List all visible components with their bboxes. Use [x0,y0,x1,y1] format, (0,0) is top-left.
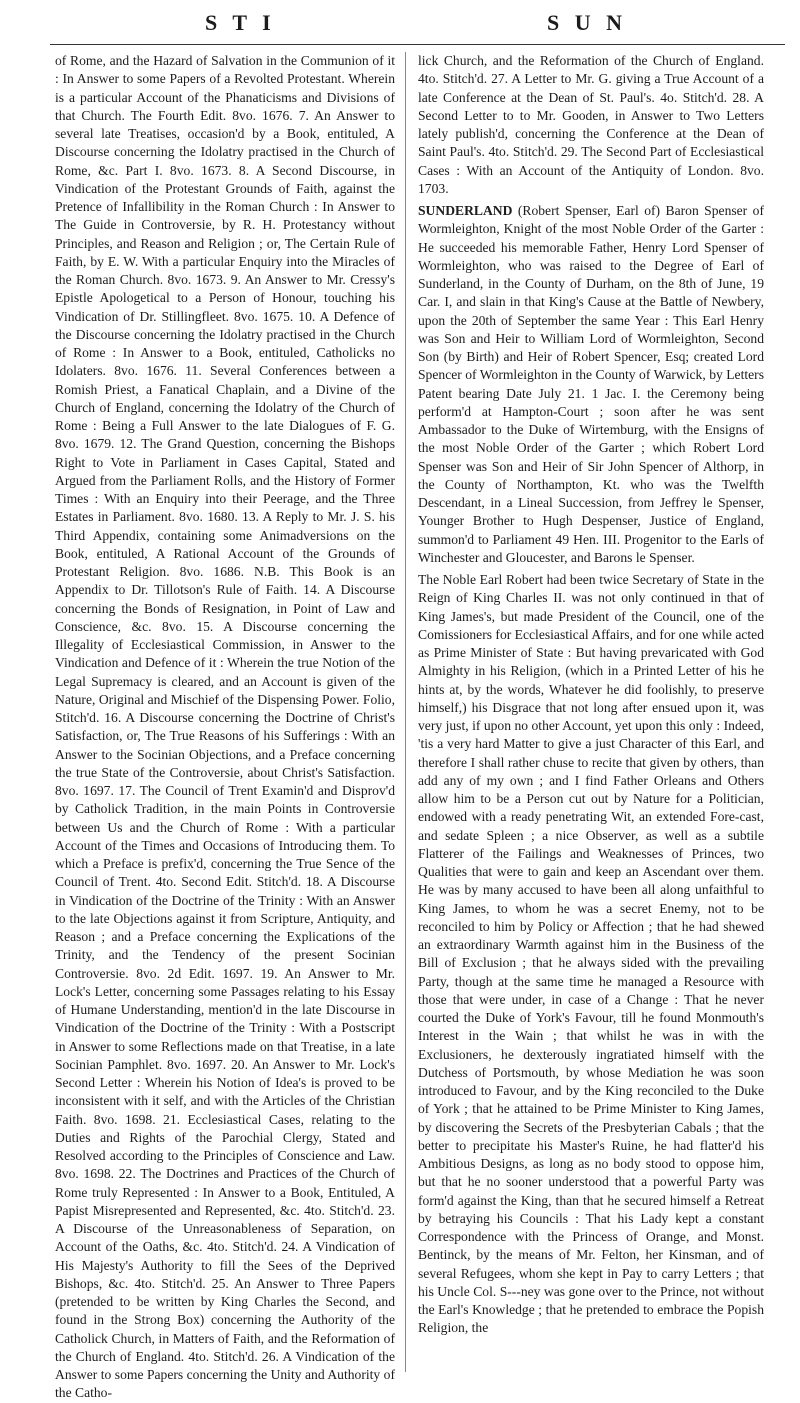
entry-text: Baron Spenser of Wormleighton, Knight of the most Noble Order of the Garter : He succeeded his memorable Father, Henry Lord Spenser of Wormleighton, who was raised to the Degree of Earl of Sunderland, in the County of Durham, on the 8th of June, 19 Car. I, and slain in that King's Cause at the Battle of Newbery, upon the 20th of September the same Year : This Earl Henry was Son and Heir to William Lord of Wormleighton, Second Son (by Birth) and Heir of Robert Spencer, Esq; created Lord Spencer of Wormleighton in the County of Warwick, by Letters Patent bearing Date July 21. 1 Jac. I. the Ceremony being perform'd at Hampton-Court ; soon after he was sent Ambassador to the Duke of Wirtemburg, with the Ensigns of the most Noble Order of the Garter ; which Robert Lord Spenser was Son and Heir of Sir John Spencer of Althorp, in the County of Northampton, Kt. who was the Twelfth Descendant, in a Lineal Succession, from Jeffrey le Spenser, Younger Brother to Hugh Despenser, Justice of England, summon'd to Parliament 49 Hen. III. Progenitor to the Earls of Winchester and Gloucester, and Barons le Spenser. [418,203,764,565]
right-column-entry [418,202,764,567]
right-column-para-1: lick Church, and the Reformation of the Church of England. 4to. Stitch'd. 27. A Letter to Mr. G. giving a True Account of a late Conference at the Dean of St. Paul's. 4o. Stitch'd. 28. A Second Letter to to Mr. Gooden, in Answer to Two Letters lately publish'd, concerning the Conference at the Dean of Saint Paul's. 4to. Stitch'd. 29. The Second Part of Ecclesiastical Cases : With an Account of the Antiquity of London. 8vo. 1703. [418,53,764,196]
running-head [0,6,800,42]
right-column [418,52,764,1338]
left-column [55,52,395,1403]
column-divider [405,52,406,1372]
left-column-text: of Rome, and the Hazard of Salvation in the Communion of it : In Answer to some Papers of a Revolted Protestant. Wherein is a particular Account of the Phanaticisms and Divisions of that Church. The Fourth Edit. 8vo. 1676. 7. An Answer to several late Treatises, occasion'd by a Book, entituled, A Discourse concerning the Idolatry practised in the Church of Rome, &c. Part I. 8vo. 1673. 8. A Second Discourse, in Vindication of the Protestant Grounds of Faith, against the Pretence of Infallibility in the Roman Church : In Answer to The Guide in Controversie, by R. H. Protestancy without Principles, and Reason and Religion ; or, The Certain Rule of Faith, by E. W. With a particular Enquiry into the Miracles of the Roman Church. 8vo. 1673. 9. An Answer to Mr. Cressy's Epistle Apologetical to a Person of Honour, touching his Vindication of Dr. Stillingfleet. 8vo. 1675. 10. A Defence of the Discourse concerning the Idolatry practised in the Church of Rome : In Answer to a Book, entituled, Catholicks no Idolaters. 8vo. 1676. 11. Several Conferences between a Romish Priest, a Fanatical Chaplain, and a Divine of the Church of England, concerning the Idolatry of the Church of Rome : Being a Full Answer to the late Dialogues of F. G. 8vo. 1679. 12. The Grand Question, concerning the Bishops Right to Vote in Parliament in Cases Capital, Stated and Argued from the Parliament Rolls, and the History of Former Times : With an Enquiry into their Peerage, and the Three Estates in Parliament. 8vo. 1680. 13. A Reply to Mr. J. S. his Third Appendix, containing some Animadversions on the Book, entituled, A Rational Account of the Grounds of Protestant Religion. 8vo. 1686. N.B. This Book is an Appendix to Dr. Tillotson's Rule of Faith. 14. A Discourse concerning the Bonds of Resignation, in Point of Law and Conscience, &c. 8vo. 15. A Discourse concerning the Illegality of Ecclesiastical Commission, in Answer to the Vindication and Defence of it : Wherein the true Notion of the Legal Supremacy is cleared, and an Account is given of the Nature, Original and Mischief of the Dispensing Power. Folio, Stitch'd. 16. A Discourse concerning the Doctrine of Christ's Satisfaction, or, The True Reasons of his Sufferings : With an Answer to the Socinian Objections, and a Preface concerning the true State of the Controversie, about Christ's Satisfaction. 8vo. 1697. 17. The Council of Trent Examin'd and Disprov'd by Catholick Tradition, in the main Points in Controversie between Us and the Church of Rome : With a particular Account of the Times and Occasions of Introducing them. To which a Preface is prefix'd, concerning the True Sence of the Council of Trent. 4to. Second Edit. Stitch'd. 18. A Discourse in Vindication of the Doctrine of the Trinity : With an Answer to the late Objections against it from Scripture, Antiquity, and Reason ; and a Preface concerning the Explications of the Trinity, and the Tendency of the present Socinian Controversie. 8vo. 2d Edit. 1697. 19. An Answer to Mr. Lock's Letter, concerning some Passages relating to his Essay of Humane Understanding, mention'd in the late Discourse in Vindication of the Doctrine of the Trinity : With a Postscript in Answer to some Reflections made on that Treatise, in a late Socinian Pamphlet. 8vo. 1697. 20. An Answer to Mr. Lock's Second Letter : Wherein his Notion of Idea's is proved to be inconsistent with it self, and with the Articles of the Christian Faith. 8vo. 1698. 21. Ecclesiastical Cases, relating to the Duties and Rights of the Parochial Clergy, Stated and Resolved according to the Principles of Conscience and Law. 8vo. 1698. 22. The Doctrines and Practices of the Church of Rome truly Represented : In Answer to a Book, Entituled, A Papist Misrepresented and Represented, &c. 4to. Stitch'd. 23. A Discourse of the Unreasonableness of Separation, on Account of the Oaths, &c. 4to. Stitch'd. 24. A Vindication of His Majesty's Authority to fill the Sees of the Deprived Bishops, &c. 4to. Stitch'd. 25. An Answer to Three Papers (pretended to be written by King Charles the Second, and found in the Strong Box) concerning the Authority of the Catholick Church, in Matters of Faith, and the Reformation of the Church of England. 4to. Stitch'd. 26. A Vindication of the Answer to some Papers concerning the Unity and Authority of the Catho- [55,53,395,1401]
header-rule [50,44,785,45]
right-column-para-3: The Noble Earl Robert had been twice Secretary of State in the Reign of King Charles II. was not only continued in that of King James's, but made President of the Council, one of the Comissioners for Ecclesiastical Affairs, and for one while acted as Prime Minister of State : But having prevaricated with God Almighty in his Religion, (which in a Printed Letter of his he hints at, by the words, Whatever he did foolishly, to preserve himself,) his Disgrace that not long after ensued upon it, was very just, if upon no other Account, yet upon this only : Indeed, 'tis a very hard Matter to give a just Character of this Earl, and therefore I shall rather chuse to recite that given by others, than add any of my own ; and I find Father Orleans and Others allow him to be a Person cut out by Nature for a Politician, endowed with a ready penetrating Wit, an extended Fore-cast, and sedate Spleen ; a nice Observer, as well as a subtile Flatterer of the Failings and Weaknesses of Princes, two Qualities that were to gain and keep an Ascendant over them. He was by many accused to have been all along unfaithful to King James, to whom he was a secret Enemy, not to be reconciled to him by Policy or Affection ; that he had shewed an extraordinary Warmth against him in the Business of the Bill of Exclusion ; that he always sided with the prevailing Party, though at the same time he managed a Resource with those that were under, in case of a Change : That he never courted the Duke of York's Favour, till he found Monmouth's Interest in the Wain ; that whilst he was in with the Exclusioners, he dexterously ingratiated himself with the Dutchess of Portsmouth, by whose Mediation he was soon introduced to Favour, and by the King reconciled to the Duke of York ; that he attained to be Prime Minister to King James, by discovering the Secrets of the Presbyterian Cabals ; that the better to precipitate his Master's Ruine, he had flatter'd his Ambitious Designs, as long as no body stood to oppose him, but that he no sooner understood that a powerful Party was form'd against the King, than that he secured himself a Retreat by betraying his Councils : That his Lady kept a constant Correspondence with the Princess of Orange, and Monst. Bentinck, by the means of Mr. Felton, her Kinsman, and of several Refugees, whom she kept in Pay to carry Letters ; that his Uncle Col. S---ney was gone over to the Prince, not without the Earl's Knowledge ; that he pretended to embrace the Popish Religion, the [418,572,764,1336]
entry-name: (Robert Spenser, Earl of) [517,203,661,218]
entry-headword: SUNDERLAND [418,203,513,218]
running-head-right: S U N [547,10,628,35]
running-head-left: S T I [205,10,276,35]
